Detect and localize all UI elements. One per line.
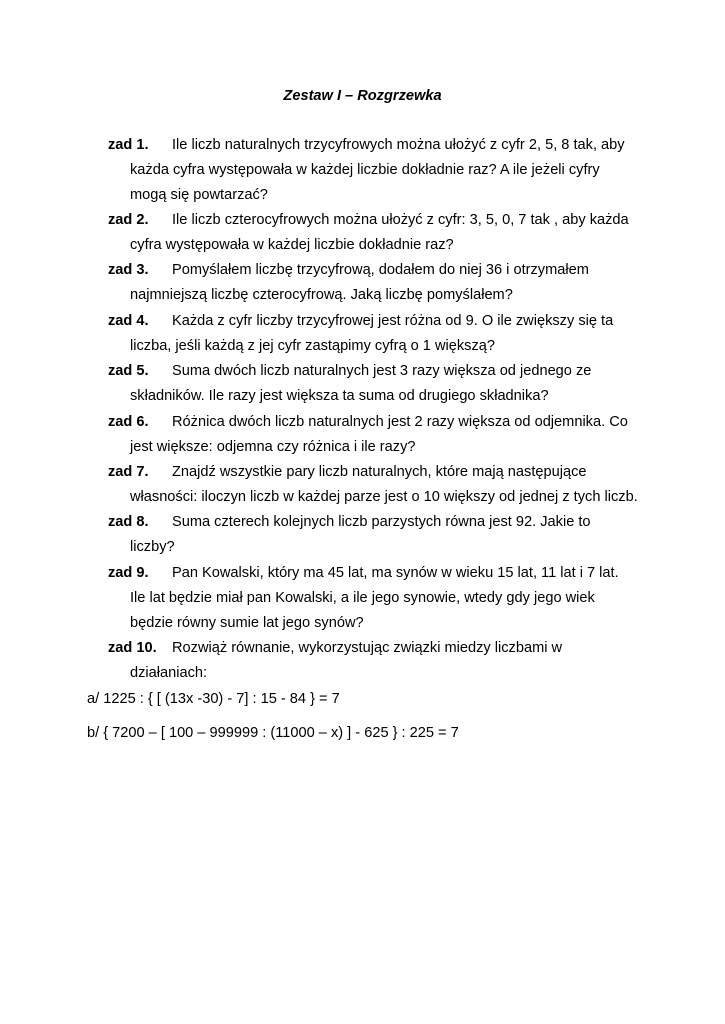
task-text-line: Ile lat będzie miał pan Kowalski, a ile jego synowie, wtedy gdy jego wiek: [130, 590, 595, 606]
task-5: [108, 359, 648, 409]
task-label: zad 6.: [108, 414, 149, 430]
task-text-line: liczby?: [130, 539, 175, 555]
task-3: [108, 258, 648, 308]
task-text-line: Każda z cyfr liczby trzycyfrowej jest różna od 9. O ile zwiększy się ta: [172, 313, 614, 329]
task-label: zad 9.: [108, 565, 149, 581]
task-text-line: Ile liczb naturalnych trzycyfrowych można ułożyć z cyfr 2, 5, 8 tak, aby: [172, 137, 625, 153]
task-text-line: najmniejszą liczbę czterocyfrową. Jaką liczbę pomyślałem?: [130, 287, 513, 303]
task-text-line: będzie równy sumie lat jego synów?: [130, 615, 364, 631]
page-title: Zestaw I – Rozgrzewka: [283, 88, 442, 104]
task-text-line: mogą się powtarzać?: [130, 187, 268, 203]
equation-b: b/ { 7200 – [ 100 – 999999 : (11000 – x) ] - 625 } : 225 = 7: [87, 725, 459, 741]
task-1: [108, 133, 648, 208]
task-text-line: każda cyfra występowała w każdej liczbie dokładnie raz? A ile jeżeli cyfry: [130, 162, 600, 178]
task-2: [108, 208, 648, 258]
task-label: zad 5.: [108, 363, 149, 379]
task-label: zad 8.: [108, 514, 149, 530]
task-6: [108, 410, 648, 460]
task-10: [108, 636, 648, 686]
task-text-line: Suma dwóch liczb naturalnych jest 3 razy większa od jednego ze: [172, 363, 592, 379]
task-text-line: jest większe: odjemna czy różnica i ile razy?: [130, 439, 416, 455]
task-label: zad 2.: [108, 212, 149, 228]
task-text-line: cyfra występowała w każdej liczbie dokładnie raz?: [130, 237, 454, 253]
task-label: zad 4.: [108, 313, 149, 329]
task-text-line: własności: iloczyn liczb w każdej parze jest o 10 większy od jednej z tych liczb.: [130, 489, 638, 505]
task-4: [108, 309, 648, 359]
task-text-line: działaniach:: [130, 665, 208, 681]
task-label: zad 3.: [108, 262, 149, 278]
task-label: zad 10.: [108, 640, 157, 656]
task-text-line: Pomyślałem liczbę trzycyfrową, dodałem do niej 36 i otrzymałem: [172, 262, 589, 278]
task-text-line: Różnica dwóch liczb naturalnych jest 2 razy większa od odjemnika. Co: [172, 414, 628, 430]
task-9: [108, 561, 648, 636]
task-text-line: Suma czterech kolejnych liczb parzystych równa jest 92. Jakie to: [172, 514, 591, 530]
task-text-line: Pan Kowalski, który ma 45 lat, ma synów w wieku 15 lat, 11 lat i 7 lat.: [172, 565, 619, 581]
task-text-line: składników. Ile razy jest większa ta suma od drugiego składnika?: [130, 388, 549, 404]
task-text-line: Ile liczb czterocyfrowych można ułożyć z cyfr: 3, 5, 0, 7 tak , aby każda: [172, 212, 629, 228]
task-text-line: Rozwiąż równanie, wykorzystując związki miedzy liczbami w: [172, 640, 563, 656]
task-7: [108, 460, 648, 510]
task-8: [108, 510, 648, 560]
task-label: zad 1.: [108, 137, 149, 153]
task-label: zad 7.: [108, 464, 149, 480]
task-text-line: liczba, jeśli każdą z jej cyfr zastąpimy cyfrą o 1 większą?: [130, 338, 495, 354]
task-text-line: Znajdź wszystkie pary liczb naturalnych, które mają następujące: [172, 464, 587, 480]
equation-a: a/ 1225 : { [ (13x -30) - 7] : 15 - 84 } = 7: [87, 691, 340, 707]
